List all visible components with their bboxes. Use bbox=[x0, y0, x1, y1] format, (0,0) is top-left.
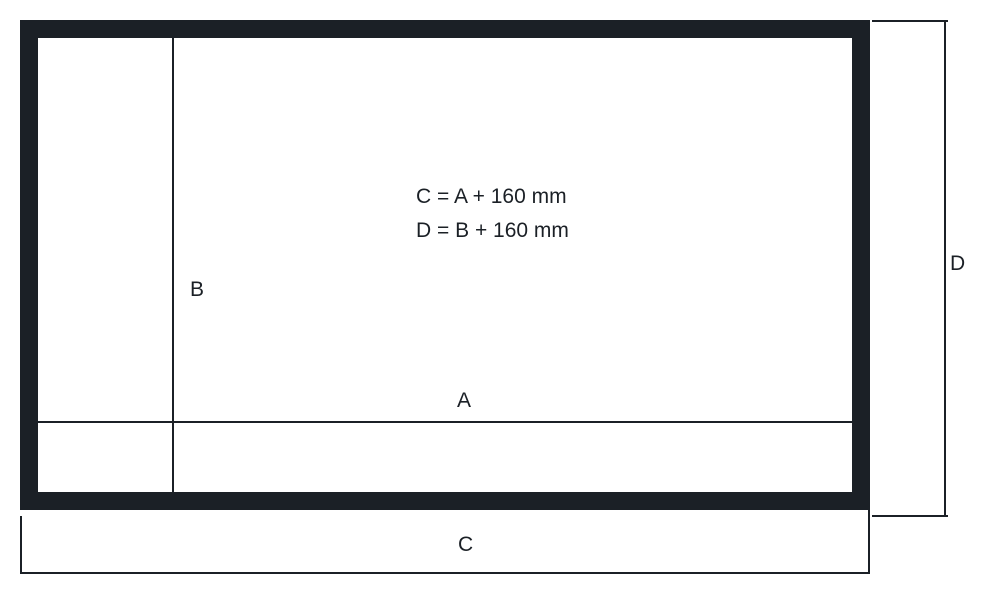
formula-block bbox=[416, 180, 569, 248]
dimension-d-tick-bottom bbox=[872, 515, 948, 517]
dimension-d-line bbox=[944, 20, 946, 517]
dimension-label-a: A bbox=[457, 389, 472, 412]
dimension-c-tick-right bbox=[868, 516, 870, 574]
dimension-label-c: C bbox=[458, 533, 474, 556]
horizontal-division-line bbox=[38, 421, 852, 423]
dimension-d-tick-top bbox=[872, 20, 948, 22]
dimension-c-line bbox=[20, 572, 870, 574]
dimension-c-tick-left bbox=[20, 516, 22, 574]
dimension-label-d: D bbox=[950, 252, 966, 275]
inner-panel-shape bbox=[38, 38, 852, 492]
formula-line-c: C = A + 160 mm bbox=[416, 185, 567, 208]
formula-line-d: D = B + 160 mm bbox=[416, 219, 569, 242]
vertical-division-line bbox=[172, 38, 174, 492]
dimension-label-b: B bbox=[190, 278, 205, 301]
dimension-d-extension-line bbox=[868, 20, 870, 517]
